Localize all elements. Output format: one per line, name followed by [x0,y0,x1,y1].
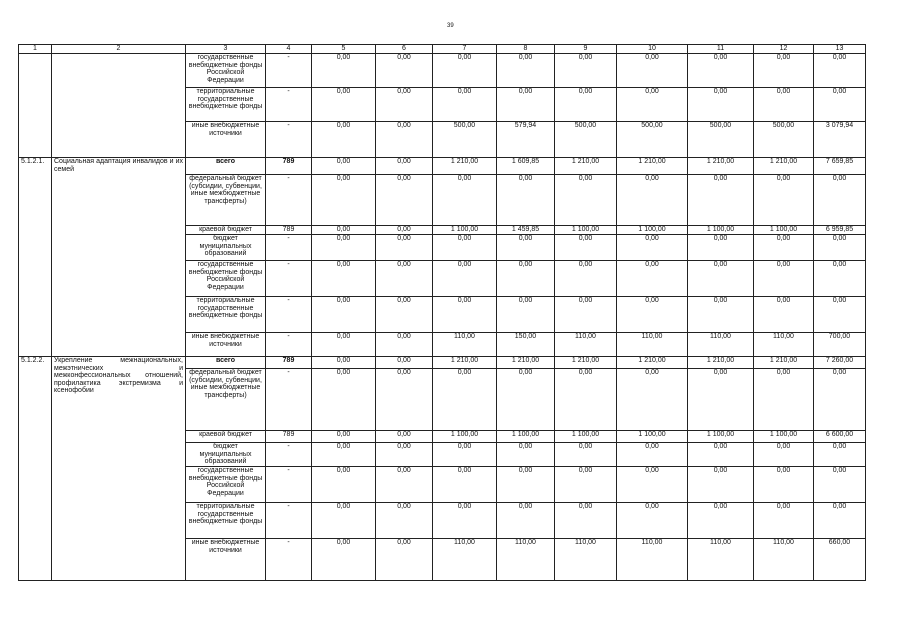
year-value: 1 210,00 [433,158,497,175]
budget-code: - [266,333,312,357]
year-value: 1 210,00 [555,357,617,369]
funding-source: бюджет муниципальных образований [186,235,266,261]
total-value: 0,00 [814,175,866,226]
funding-source: иные внебюджетные источники [186,122,266,158]
year-value: 110,00 [688,539,754,581]
budget-code: 789 [266,226,312,235]
year-value: 0,00 [376,503,433,539]
total-value: 0,00 [814,88,866,122]
year-value: 0,00 [688,261,754,297]
year-value: 0,00 [376,443,433,467]
year-value: 0,00 [376,539,433,581]
year-value: 0,00 [555,443,617,467]
year-value: 0,00 [688,297,754,333]
year-value: 0,00 [376,431,433,443]
year-value: 110,00 [433,539,497,581]
column-header: 10 [617,45,688,54]
year-value: 0,00 [312,369,376,431]
funding-source: краевой бюджет [186,226,266,235]
year-value: 0,00 [312,297,376,333]
year-value: 0,00 [312,175,376,226]
year-value: 579,94 [497,122,555,158]
table-row [19,54,866,88]
year-value: 0,00 [555,261,617,297]
funding-source: государственные внебюджетные фонды Российской Федерации [186,54,266,88]
budget-code: - [266,261,312,297]
year-value: 0,00 [312,431,376,443]
year-value: 0,00 [688,175,754,226]
year-value: 0,00 [754,261,814,297]
year-value: 110,00 [754,333,814,357]
year-value: 0,00 [312,226,376,235]
year-value: 0,00 [433,297,497,333]
year-value: 0,00 [376,226,433,235]
total-value: 0,00 [814,467,866,503]
year-value: 1 100,00 [433,431,497,443]
year-value: 0,00 [376,467,433,503]
year-value: 0,00 [433,88,497,122]
year-value: 0,00 [376,88,433,122]
column-header: 2 [52,45,186,54]
column-header: 11 [688,45,754,54]
year-value: 0,00 [312,467,376,503]
year-value: 0,00 [617,54,688,88]
table-row [19,158,866,175]
year-value: 1 609,85 [497,158,555,175]
year-value: 150,00 [497,333,555,357]
year-value: 0,00 [376,297,433,333]
column-header: 8 [497,45,555,54]
year-value: 0,00 [312,261,376,297]
year-value: 0,00 [617,369,688,431]
year-value: 110,00 [433,333,497,357]
total-value: 0,00 [814,261,866,297]
year-value: 0,00 [617,443,688,467]
year-value: 0,00 [376,357,433,369]
measure-code: 5.1.2.1. [19,158,52,357]
funding-source: федеральный бюджет (субсидии, субвенции, иные межбюджетные трансферты) [186,369,266,431]
year-value: 0,00 [433,235,497,261]
budget-code: 789 [266,357,312,369]
funding-source: федеральный бюджет (субсидии, субвенции, иные межбюджетные трансферты) [186,175,266,226]
total-value: 0,00 [814,443,866,467]
year-value: 500,00 [555,122,617,158]
year-value: 0,00 [555,54,617,88]
year-value: 110,00 [754,539,814,581]
year-value: 0,00 [497,503,555,539]
table-row [19,357,866,369]
budget-table [18,44,866,581]
year-value: 500,00 [754,122,814,158]
year-value: 1 210,00 [754,357,814,369]
header-row [19,45,866,54]
year-value: 0,00 [376,235,433,261]
year-value: 0,00 [555,297,617,333]
measure-title [52,54,186,158]
year-value: 0,00 [754,175,814,226]
year-value: 0,00 [312,122,376,158]
year-value: 1 100,00 [433,226,497,235]
page-number: 39 [447,23,454,29]
measure-title: Укрепление межнациональных, межэтнических и межконфессиональных отношений, профилактика экстремизма и ксенофобии [52,357,186,581]
year-value: 1 459,85 [497,226,555,235]
year-value: 0,00 [555,235,617,261]
year-value: 0,00 [688,369,754,431]
year-value: 0,00 [312,357,376,369]
year-value: 1 100,00 [688,431,754,443]
budget-code: - [266,369,312,431]
year-value: 110,00 [497,539,555,581]
total-value: 0,00 [814,369,866,431]
year-value: 0,00 [555,369,617,431]
total-value: 0,00 [814,235,866,261]
funding-source: территориальные государственные внебюджетные фонды [186,503,266,539]
year-value: 0,00 [376,122,433,158]
budget-code: 789 [266,158,312,175]
funding-source: территориальные государственные внебюджетные фонды [186,297,266,333]
budget-code: - [266,443,312,467]
year-value: 0,00 [754,503,814,539]
year-value: 1 210,00 [754,158,814,175]
column-header: 5 [312,45,376,54]
year-value: 1 100,00 [754,226,814,235]
year-value: 1 210,00 [497,357,555,369]
budget-code: - [266,539,312,581]
year-value: 0,00 [497,261,555,297]
funding-source: иные внебюджетные источники [186,539,266,581]
measure-code: 5.1.2.2. [19,357,52,581]
year-value: 110,00 [555,333,617,357]
budget-code: 789 [266,431,312,443]
year-value: 0,00 [376,54,433,88]
total-value: 7 659,85 [814,158,866,175]
budget-code: - [266,54,312,88]
total-value: 3 079,94 [814,122,866,158]
year-value: 0,00 [555,88,617,122]
year-value: 500,00 [688,122,754,158]
year-value: 0,00 [312,333,376,357]
year-value: 1 100,00 [617,431,688,443]
year-value: 1 100,00 [617,226,688,235]
budget-code: - [266,503,312,539]
year-value: 0,00 [754,443,814,467]
year-value: 0,00 [617,261,688,297]
year-value: 0,00 [312,158,376,175]
funding-source: краевой бюджет [186,431,266,443]
year-value: 0,00 [617,467,688,503]
year-value: 0,00 [312,539,376,581]
year-value: 1 100,00 [555,226,617,235]
year-value: 0,00 [754,54,814,88]
total-value: 700,00 [814,333,866,357]
total-value: 0,00 [814,54,866,88]
year-value: 110,00 [555,539,617,581]
column-header: 7 [433,45,497,54]
total-value: 6 959,85 [814,226,866,235]
column-header: 4 [266,45,312,54]
year-value: 0,00 [688,467,754,503]
year-value: 0,00 [688,235,754,261]
year-value: 0,00 [433,503,497,539]
year-value: 1 210,00 [617,158,688,175]
funding-source: иные внебюджетные источники [186,333,266,357]
year-value: 0,00 [617,88,688,122]
total-value: 0,00 [814,503,866,539]
year-value: 0,00 [555,503,617,539]
year-value: 0,00 [312,235,376,261]
year-value: 110,00 [617,333,688,357]
year-value: 0,00 [312,54,376,88]
total-value: 7 260,00 [814,357,866,369]
year-value: 0,00 [312,88,376,122]
funding-source: территориальные государственные внебюджетные фонды [186,88,266,122]
year-value: 0,00 [433,467,497,503]
year-value: 0,00 [433,175,497,226]
year-value: 0,00 [754,467,814,503]
year-value: 1 210,00 [433,357,497,369]
year-value: 0,00 [433,54,497,88]
budget-code: - [266,122,312,158]
year-value: 0,00 [688,54,754,88]
year-value: 0,00 [497,175,555,226]
year-value: 500,00 [617,122,688,158]
funding-source: всего [186,357,266,369]
year-value: 0,00 [617,503,688,539]
column-header: 9 [555,45,617,54]
year-value: 0,00 [688,88,754,122]
year-value: 500,00 [433,122,497,158]
year-value: 1 210,00 [555,158,617,175]
year-value: 0,00 [754,369,814,431]
year-value: 1 210,00 [688,158,754,175]
year-value: 0,00 [497,88,555,122]
year-value: 0,00 [497,54,555,88]
year-value: 1 210,00 [688,357,754,369]
year-value: 110,00 [688,333,754,357]
funding-source: всего [186,158,266,175]
year-value: 110,00 [617,539,688,581]
year-value: 0,00 [497,369,555,431]
year-value: 1 100,00 [688,226,754,235]
budget-code: - [266,88,312,122]
year-value: 0,00 [497,235,555,261]
year-value: 0,00 [555,467,617,503]
year-value: 0,00 [376,261,433,297]
year-value: 0,00 [617,235,688,261]
budget-code: - [266,175,312,226]
column-header: 13 [814,45,866,54]
total-value: 0,00 [814,297,866,333]
funding-source: государственные внебюджетные фонды Российской Федерации [186,467,266,503]
year-value: 0,00 [433,443,497,467]
year-value: 0,00 [312,443,376,467]
funding-source: государственные внебюджетные фонды Российской Федерации [186,261,266,297]
funding-source: бюджет муниципальных образований [186,443,266,467]
year-value: 0,00 [754,88,814,122]
column-header: 6 [376,45,433,54]
year-value: 0,00 [376,158,433,175]
year-value: 0,00 [376,175,433,226]
year-value: 0,00 [617,297,688,333]
year-value: 0,00 [433,369,497,431]
year-value: 0,00 [433,261,497,297]
column-header: 3 [186,45,266,54]
year-value: 1 210,00 [617,357,688,369]
year-value: 0,00 [497,443,555,467]
year-value: 0,00 [617,175,688,226]
total-value: 660,00 [814,539,866,581]
column-header: 1 [19,45,52,54]
year-value: 0,00 [688,503,754,539]
year-value: 0,00 [555,175,617,226]
measure-code [19,54,52,158]
year-value: 0,00 [497,297,555,333]
year-value: 1 100,00 [555,431,617,443]
year-value: 0,00 [754,235,814,261]
year-value: 0,00 [497,467,555,503]
year-value: 0,00 [312,503,376,539]
year-value: 0,00 [376,369,433,431]
measure-title: Социальная адаптация инвалидов и их семей [52,158,186,357]
budget-code: - [266,297,312,333]
total-value: 6 600,00 [814,431,866,443]
budget-code: - [266,235,312,261]
year-value: 1 100,00 [754,431,814,443]
year-value: 0,00 [688,443,754,467]
column-header: 12 [754,45,814,54]
year-value: 0,00 [754,297,814,333]
budget-code: - [266,467,312,503]
year-value: 1 100,00 [497,431,555,443]
year-value: 0,00 [376,333,433,357]
